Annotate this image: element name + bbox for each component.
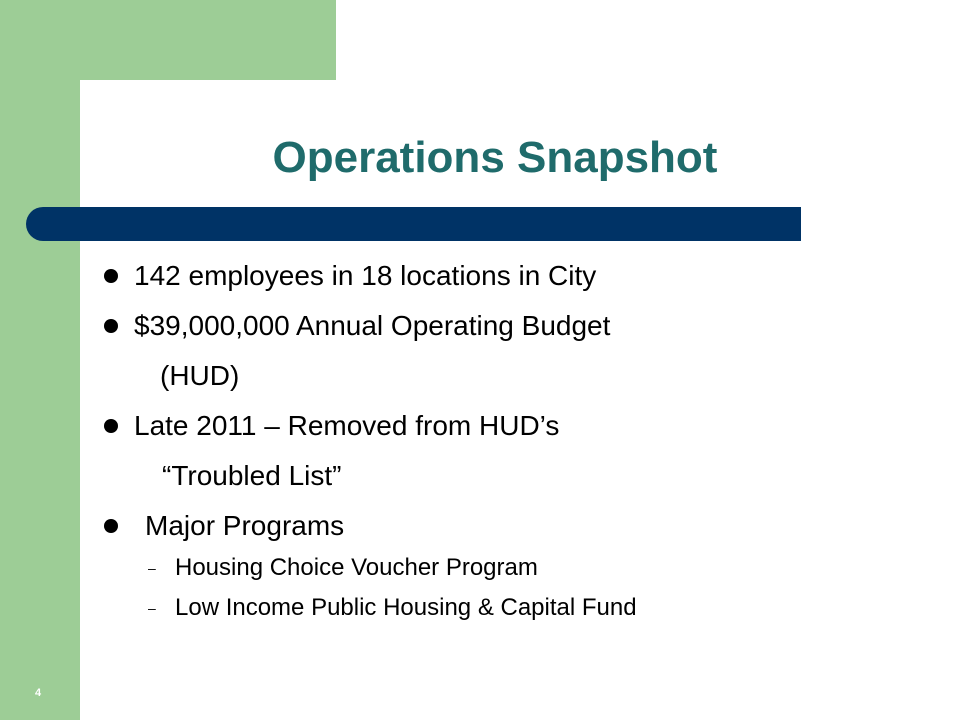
slide-title: Operations Snapshot bbox=[272, 133, 718, 182]
sub-bullet-dash: – bbox=[148, 600, 156, 616]
bullet-dot bbox=[104, 519, 118, 533]
page-number: 4 bbox=[35, 687, 42, 699]
bullet-dot bbox=[104, 269, 118, 283]
bullet-text: 142 employees in 18 locations in City bbox=[134, 260, 597, 291]
sub-bullet-text: Low Income Public Housing & Capital Fund bbox=[175, 594, 637, 621]
bullet-continuation: (HUD) bbox=[160, 360, 240, 391]
bullet-text: $39,000,000 Annual Operating Budget bbox=[134, 310, 611, 341]
sub-bullet-text: Housing Choice Voucher Program bbox=[175, 554, 538, 581]
green-side-strip bbox=[0, 0, 80, 720]
bullet-text: Late 2011 – Removed from HUD’s bbox=[134, 410, 560, 441]
title-rule-bar bbox=[26, 207, 801, 241]
bullet-dot bbox=[104, 319, 118, 333]
sub-bullet-dash: – bbox=[148, 560, 156, 576]
green-top-band bbox=[0, 0, 336, 80]
bullet-text: Major Programs bbox=[145, 510, 345, 541]
bullet-dot bbox=[104, 419, 118, 433]
bullet-continuation: “Troubled List” bbox=[162, 460, 342, 491]
